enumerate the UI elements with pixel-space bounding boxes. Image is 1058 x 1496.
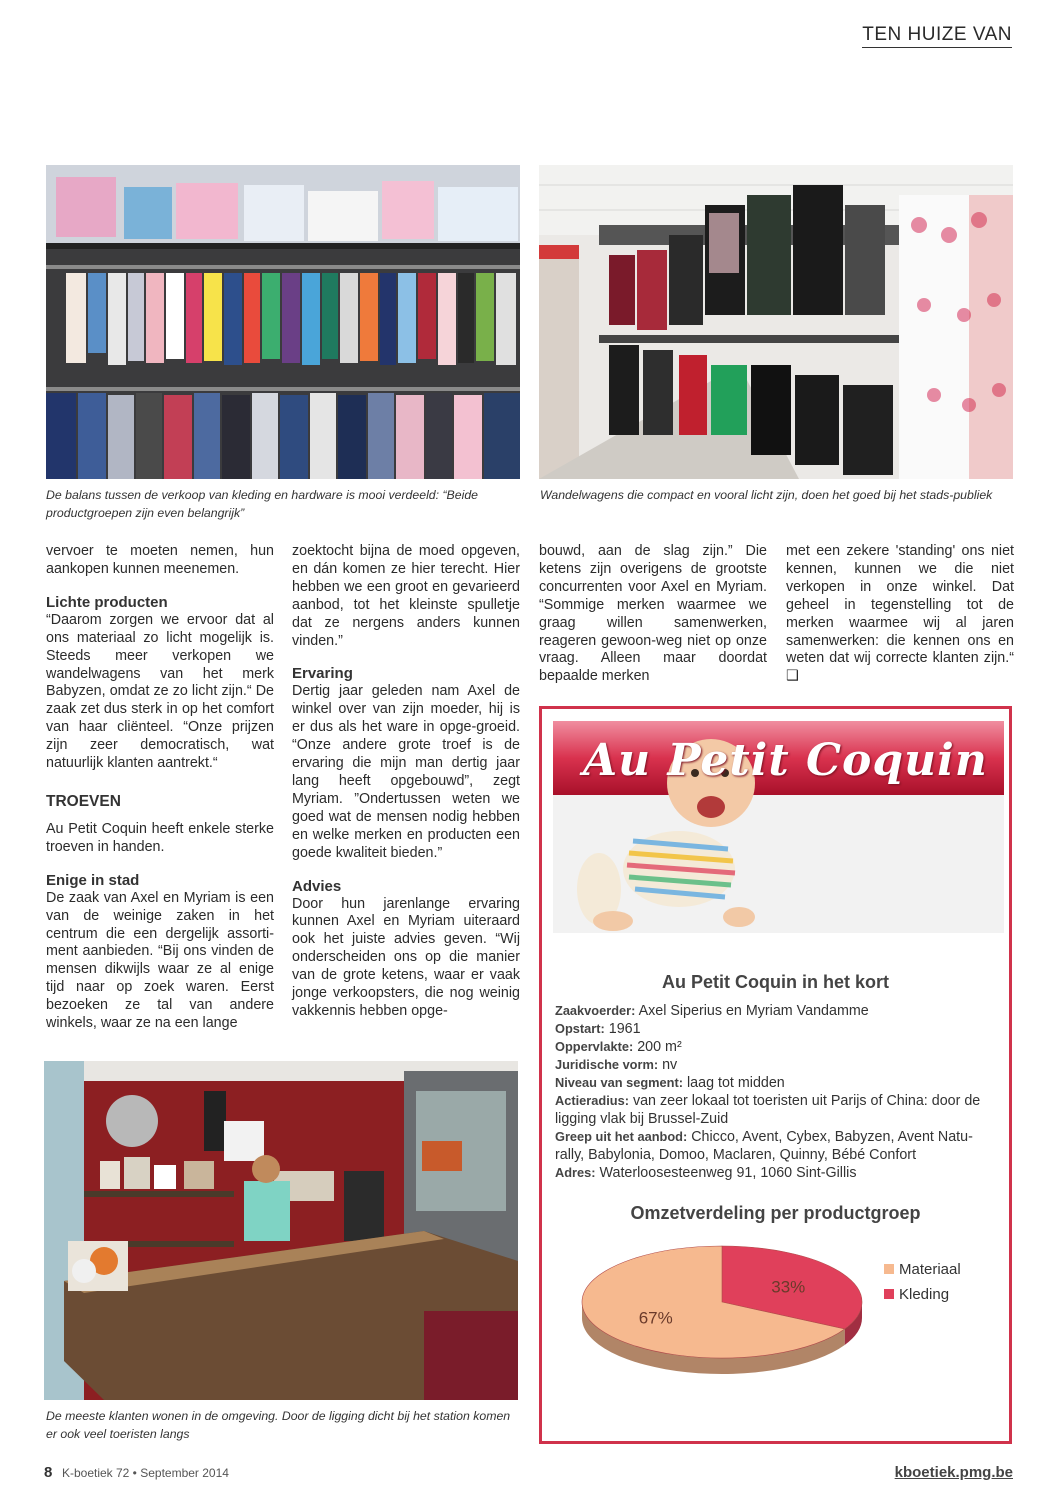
fact-label: Greep uit het aanbod: bbox=[555, 1129, 688, 1144]
chart-title: Omzetverdeling per productgroep bbox=[630, 1203, 921, 1223]
caption-photo-strollers: Wandelwagens die compact en vooral licht zijn, doen het goed bij het stads-publiek bbox=[540, 488, 993, 502]
fact-label: Adres: bbox=[555, 1165, 596, 1180]
subheading-advies: Advies bbox=[292, 877, 342, 895]
fact-label: Oppervlakte: bbox=[555, 1039, 634, 1054]
fact-value: laag tot midden bbox=[687, 1075, 785, 1091]
legend-label-kleding: Kleding bbox=[899, 1286, 950, 1303]
fact-value: 200 m² bbox=[637, 1039, 682, 1055]
fact-value: nv bbox=[662, 1057, 678, 1073]
subheading-ervaring: Ervaring bbox=[292, 665, 353, 683]
fact-label: Actieradius: bbox=[555, 1093, 629, 1108]
fact-value: Axel Siperius en Myriam Vandamme bbox=[638, 1003, 869, 1019]
legend-swatch-materiaal bbox=[884, 1264, 894, 1274]
subheading-enige-in-stad: Enige in stad bbox=[46, 871, 140, 889]
fact-row bbox=[555, 1056, 1000, 1074]
fact-row bbox=[555, 1020, 1000, 1038]
heading-troeven: TROEVEN bbox=[46, 792, 121, 810]
photo-strollers bbox=[539, 165, 1013, 479]
fact-value: van zeer lokaal tot toeristen uit Parijs of China: door de ligging vlak bij Brussel-Zuid bbox=[555, 1093, 981, 1127]
caption-photo-clothing: De balans tussen de verkoop van kleding en hardware is mooi verdeeld: “Beide productgroepen zijn even belangrijk” bbox=[46, 488, 479, 520]
page-number: 8 bbox=[44, 1464, 53, 1481]
end-mark-icon: ❑ bbox=[786, 668, 799, 685]
fact-row bbox=[555, 1038, 1000, 1056]
article-column-2 bbox=[292, 543, 520, 1021]
pie-chart bbox=[542, 1234, 1009, 1394]
caption-photo-counter: De meeste klanten wonen in de omgeving. Door de ligging dicht bij het station komen er ook veel toeristen langs bbox=[46, 1409, 511, 1441]
footer-left bbox=[44, 1464, 229, 1481]
paragraph: Au Petit Coquin heeft enkele sterke troeven in handen. bbox=[46, 820, 274, 855]
fact-value: 1961 bbox=[608, 1021, 641, 1037]
facts-list bbox=[555, 1002, 1000, 1182]
article-column-3 bbox=[539, 543, 767, 686]
fact-value: Chicco, Avent, Cybex, Babyzen, Avent Natu-rally, Babylonia, Domoo, Maclaren, Quinny, Bébé Confort bbox=[555, 1129, 973, 1163]
issue-info: K-boetiek 72 • September 2014 bbox=[61, 1466, 229, 1480]
article-column-1 bbox=[46, 543, 274, 1033]
fact-label: Zaakvoerder: bbox=[555, 1003, 636, 1018]
paragraph-text: met een zekere 'standing' ons niet kennen, kunnen we die niet verkopen in onze winkel. Dat geheel in tegenstelling tot de merken waarmee wij al jaren samenwerken: die kennen ons en weten dat wij correcte klanten zijn.“ bbox=[786, 543, 1014, 667]
fact-row bbox=[555, 1128, 1000, 1164]
info-box bbox=[539, 706, 1012, 1444]
photo-shop-counter bbox=[44, 1061, 518, 1400]
fact-value: Waterloosesteenweg 91, 1060 Sint-Gillis bbox=[599, 1165, 857, 1181]
paragraph: bouwd, aan de slag zijn.” Die ketens zijn overigens de grootste concurrenten voor Axel en Myriam. “Sommige merken waarmee we graag willen samenwerken, reageren gewoon-weg niet op onze vraag. Alleen maar doordat bepaalde merken bbox=[539, 543, 767, 685]
paragraph: “Daarom zorgen we ervoor dat al ons materiaal zo licht mogelijk is. Steeds meer verkopen we wandelwagens van het merk Babyzen, omdat ze zo licht zijn.“ De zaak zet dus sterk in op het comfort van haar cliënteel. “Onze prijzen zijn zeer democratisch, wat natuurlijk klanten aantrekt.“ bbox=[46, 611, 274, 772]
fact-row bbox=[555, 1092, 1000, 1128]
section-title: TEN HUIZE VAN bbox=[862, 24, 1012, 48]
paragraph: Door hun jarenlange ervaring kunnen Axel en Myriam uiteraard ook het juiste advies geven. “Wij onderscheiden ons op die manier van de grote ketens, waar er vaak jonge verkoopsters, die nog weinig vakkennis hebben opge- bbox=[292, 895, 520, 1019]
box-title: Au Petit Coquin in het kort bbox=[662, 972, 889, 992]
pie-data-label: 33% bbox=[771, 1277, 806, 1297]
logo-banner bbox=[553, 721, 1004, 933]
legend-swatch-kleding bbox=[884, 1289, 894, 1299]
paragraph: zoektocht bijna de moed opgeven, en dán komen ze hier terecht. Hier hebben we een groot en gevarieerd aanbod, tot het kleinste spulletje dat ze nergens anders kunnen vinden.” bbox=[292, 543, 520, 649]
legend-label-materiaal: Materiaal bbox=[899, 1261, 961, 1278]
paragraph: Dertig jaar geleden nam Axel de winkel over van zijn moeder, hij is er dus als het ware in opge-groeid. “Onze andere grote troef is de ervaring die mijn man dertig jaar lang heeft opgebouwd”, zegt Myriam. ”Ondertussen weten we goed wat de mensen nodig hebben en welke merken en producten een goede kwaliteit bieden.” bbox=[292, 683, 520, 861]
article-column-4 bbox=[786, 543, 1014, 686]
photo-clothing-racks bbox=[46, 165, 520, 479]
fact-row bbox=[555, 1074, 1000, 1092]
fact-label: Opstart: bbox=[555, 1021, 605, 1036]
paragraph: De zaak van Axel en Myriam is een van de weinige zaken in het centrum die een dergelijk assorti-ment aanbieden. “Bij ons vinden de mensen dikwijls waar ze al enige tijd naar op zoek waren. Eerst bezoeken ze tal van andere winkels, waar ze na een lange bbox=[46, 889, 274, 1032]
pie-data-label: 67% bbox=[638, 1308, 673, 1328]
subheading-lichte-producten: Lichte producten bbox=[46, 593, 168, 611]
paragraph: vervoer te moeten nemen, hun aankopen kunnen meenemen. bbox=[46, 543, 274, 577]
logo-text: Au Petit Coquin bbox=[583, 735, 988, 786]
footer-url: kboetiek.pmg.be bbox=[894, 1464, 1013, 1481]
fact-row bbox=[555, 1002, 1000, 1020]
fact-label: Juridische vorm: bbox=[555, 1057, 659, 1072]
fact-label: Niveau van segment: bbox=[555, 1075, 684, 1090]
paragraph bbox=[786, 543, 1014, 686]
fact-row bbox=[555, 1164, 1000, 1182]
